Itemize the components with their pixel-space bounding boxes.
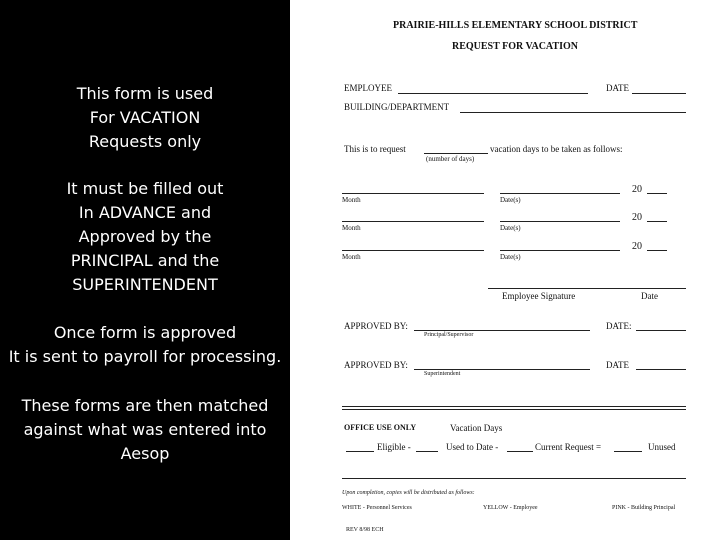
year-prefix: 20 <box>632 212 642 223</box>
instruction-panel <box>0 0 290 540</box>
signature-date-label: Date <box>641 291 658 301</box>
text-line: PRINCIPAL and the <box>70 251 220 270</box>
year-prefix: 20 <box>632 184 642 195</box>
paragraph-aesop <box>0 394 290 466</box>
approved-by-label: APPROVED BY: <box>344 321 408 331</box>
principal-supervisor-label: Principal/Supervisor <box>424 332 474 338</box>
approved-date-label: DATE <box>606 360 629 370</box>
paragraph-payroll <box>0 321 290 369</box>
text-line: Requests only <box>88 132 202 151</box>
month-label: Month <box>342 253 361 261</box>
dates-label: Date(s) <box>500 224 521 232</box>
text-line: Aesop <box>120 444 170 463</box>
approved-date-label: DATE: <box>606 321 632 331</box>
dates-field[interactable] <box>500 250 620 251</box>
dates-field[interactable] <box>500 193 620 194</box>
approved-date-field[interactable] <box>636 369 686 370</box>
eligible-label: Eligible - <box>377 442 411 452</box>
unused-field[interactable] <box>614 451 642 452</box>
number-of-days-hint: (number of days) <box>426 155 475 163</box>
vacation-request-form <box>290 0 720 540</box>
divider <box>342 478 686 479</box>
text-line: This form is used <box>76 84 214 103</box>
office-use-label: OFFICE USE ONLY <box>344 423 417 432</box>
current-request-label: Current Request = <box>535 442 602 452</box>
building-label: BUILDING/DEPARTMENT <box>344 102 450 112</box>
eligible-field[interactable] <box>346 451 374 452</box>
text-line: It is sent to payroll for processing. <box>8 347 282 366</box>
request-prefix: This is to request <box>344 144 406 154</box>
building-field[interactable] <box>460 112 686 113</box>
approved-by-label: APPROVED BY: <box>344 360 408 370</box>
form-revision-code: REV 8/98 ECH <box>346 527 384 533</box>
used-field[interactable] <box>416 451 438 452</box>
approver-signature-field[interactable] <box>414 369 590 370</box>
form-title: REQUEST FOR VACATION <box>452 41 578 52</box>
distribution-note: Upon completion, copies will be distributed as follows: <box>342 490 475 496</box>
employee-field[interactable] <box>398 93 588 94</box>
superintendent-label: Superintendent <box>424 371 461 377</box>
district-name: PRAIRIE-HILLS ELEMENTARY SCHOOL DISTRICT <box>393 20 638 31</box>
employee-label: EMPLOYEE <box>344 83 392 93</box>
pink-copy-label: PINK - Building Principal <box>612 505 676 511</box>
employee-signature-label: Employee Signature <box>502 291 576 301</box>
month-field[interactable] <box>342 193 484 194</box>
month-field[interactable] <box>342 250 484 251</box>
month-field[interactable] <box>342 221 484 222</box>
divider <box>342 406 686 407</box>
year-field[interactable] <box>647 250 667 251</box>
text-line: In ADVANCE and <box>78 203 212 222</box>
unused-label: Unused <box>648 442 676 452</box>
dates-label: Date(s) <box>500 196 521 204</box>
dates-field[interactable] <box>500 221 620 222</box>
approver-signature-field[interactable] <box>414 330 590 331</box>
text-line: For VACATION <box>89 108 201 127</box>
text-line: Once form is approved <box>53 323 237 342</box>
yellow-copy-label: YELLOW - Employee <box>483 505 538 511</box>
year-field[interactable] <box>647 193 667 194</box>
text-line: SUPERINTENDENT <box>72 275 218 294</box>
divider <box>342 409 686 410</box>
month-label: Month <box>342 196 361 204</box>
text-line: It must be filled out <box>66 179 224 198</box>
request-suffix: vacation days to be taken as follows: <box>490 144 623 154</box>
approved-date-field[interactable] <box>636 330 686 331</box>
text-line: These forms are then matched <box>21 396 269 415</box>
vacation-days-label: Vacation Days <box>450 423 503 433</box>
number-of-days-field[interactable] <box>424 153 488 154</box>
current-request-field[interactable] <box>507 451 533 452</box>
white-copy-label: WHITE - Personnel Services <box>342 505 412 511</box>
date-label: DATE <box>606 83 629 93</box>
dates-label: Date(s) <box>500 253 521 261</box>
paragraph-form-purpose <box>0 82 290 154</box>
employee-signature-field[interactable] <box>488 288 686 289</box>
paragraph-advance-approval <box>0 177 290 297</box>
text-line: against what was entered into <box>23 420 267 439</box>
month-label: Month <box>342 224 361 232</box>
used-to-date-label: Used to Date - <box>446 442 499 452</box>
date-field[interactable] <box>632 93 686 94</box>
text-line: Approved by the <box>78 227 212 246</box>
year-field[interactable] <box>647 221 667 222</box>
year-prefix: 20 <box>632 241 642 252</box>
